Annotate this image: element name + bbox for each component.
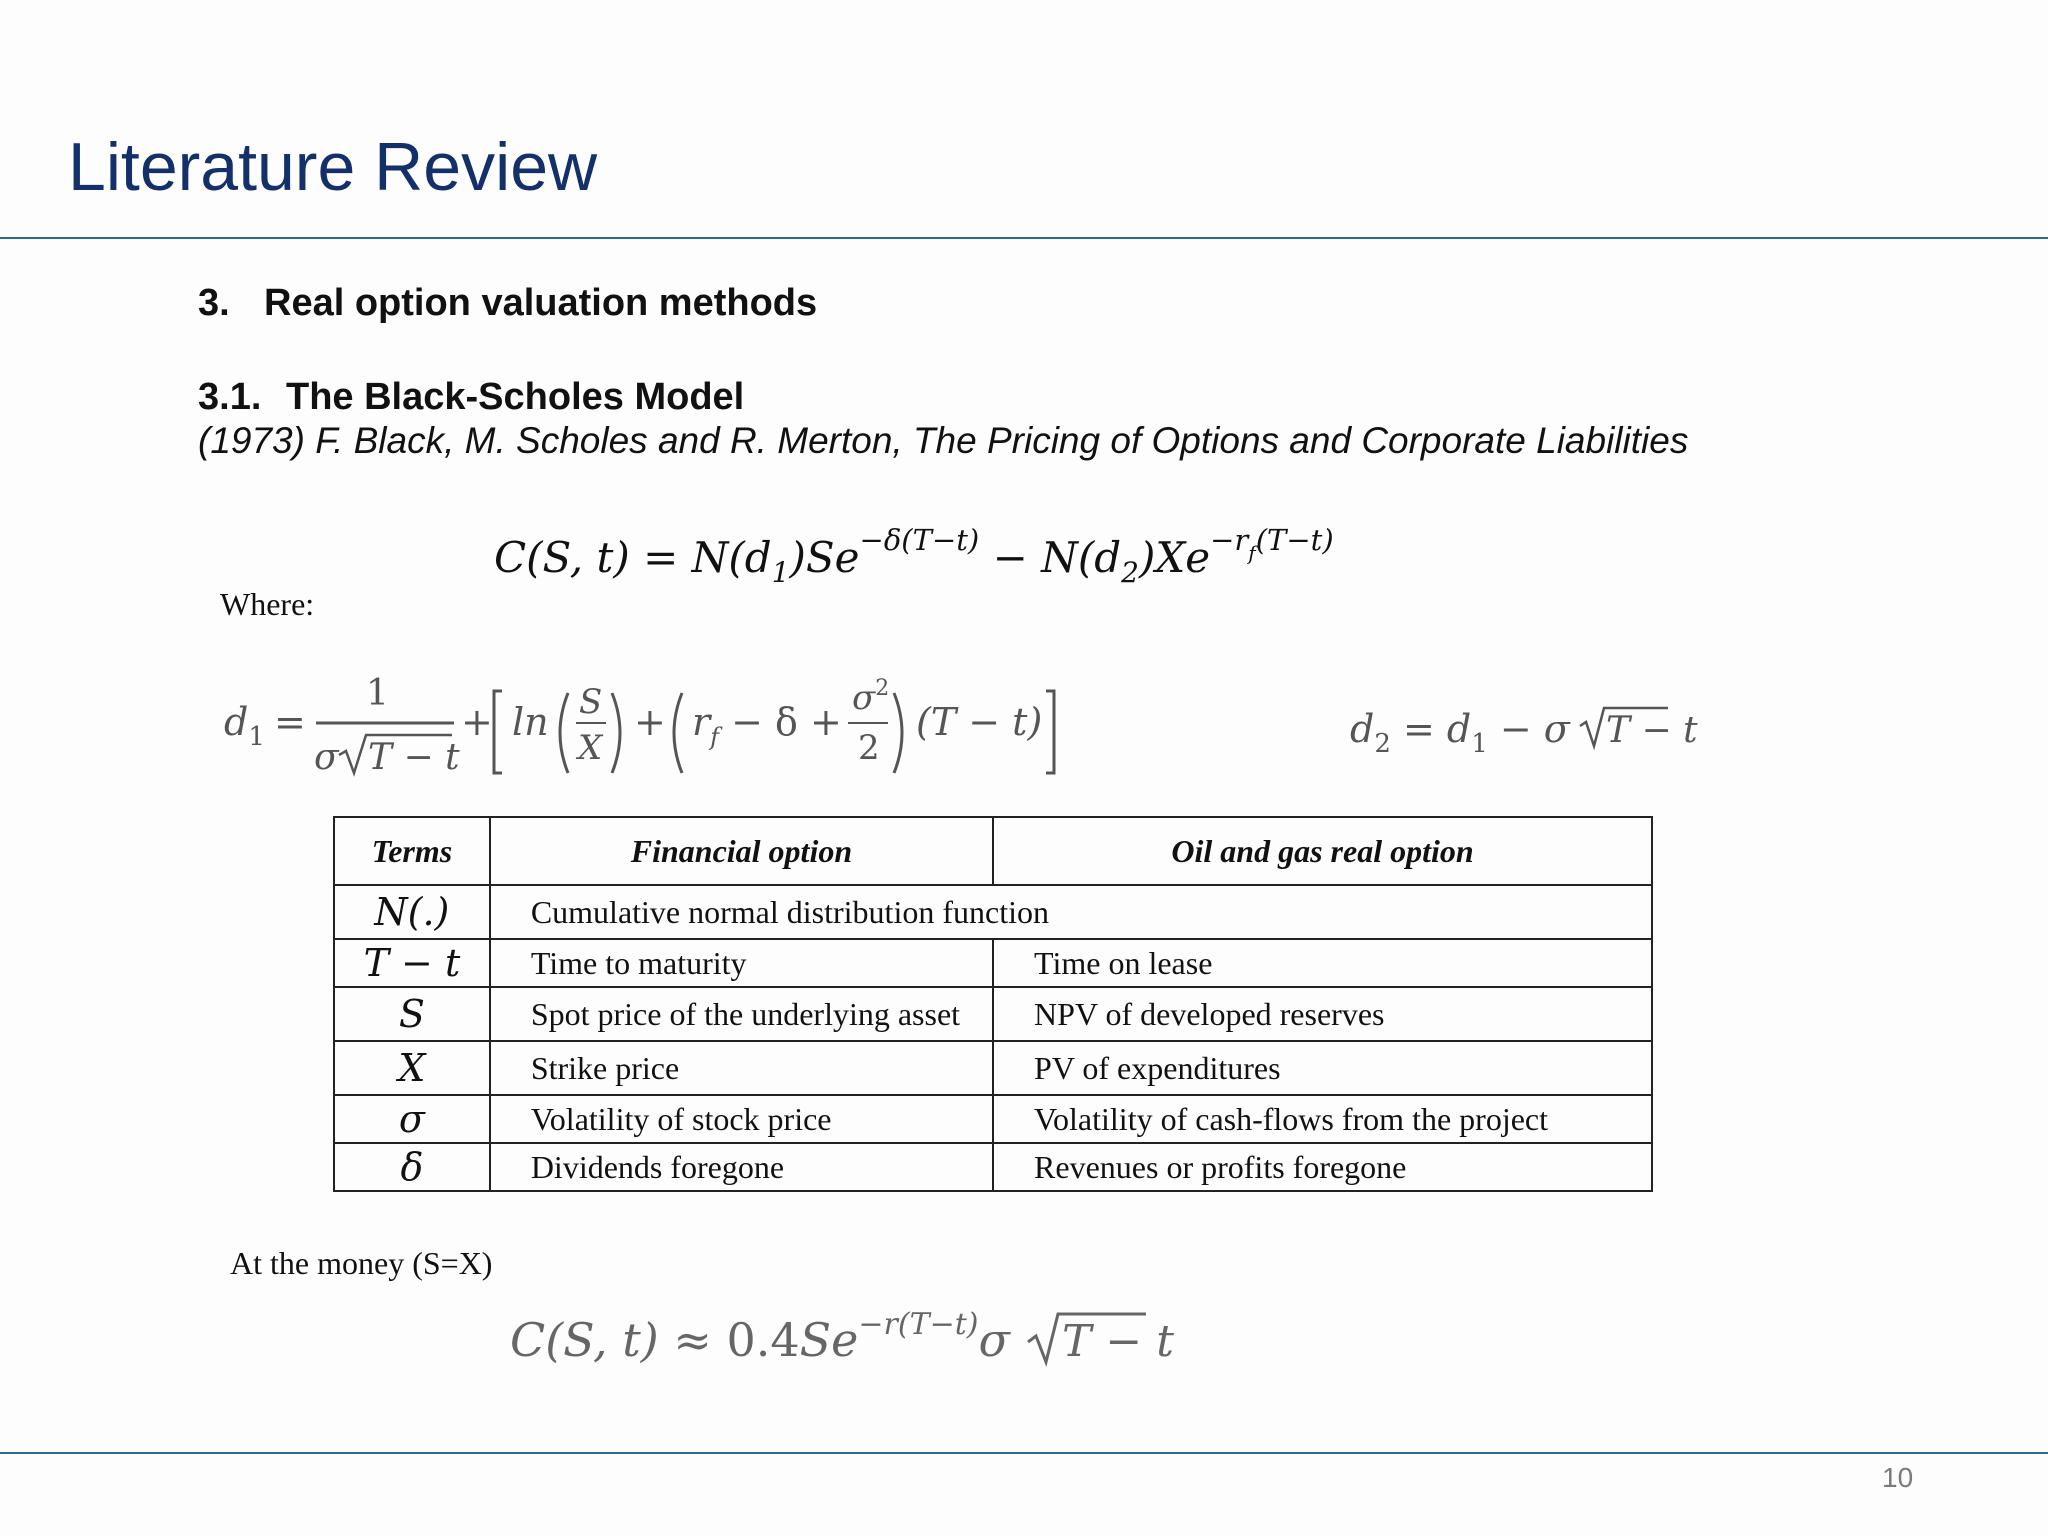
svg-text:2: 2 xyxy=(858,728,880,768)
subsection-number: 3.1. xyxy=(198,376,262,418)
svg-text:=: = xyxy=(274,700,306,744)
term-cell: S xyxy=(334,987,490,1041)
financial-cell: Volatility of stock price xyxy=(490,1095,993,1143)
financial-cell: Spot price of the underlying asset xyxy=(490,987,993,1041)
svg-text:+: + xyxy=(634,700,666,744)
financial-cell: Strike price xyxy=(490,1041,993,1095)
svg-text:C(S, t) ≈ 0.4Se−r(T−t)σ: C(S, $t) \approx 0.4Se^{-r(T-t)}\sigma$ xyxy=(510,1307,1010,1367)
svg-text:T − t: T − t xyxy=(1606,710,1698,751)
financial-cell: Time to maturity xyxy=(490,939,993,987)
where-label: Where: xyxy=(220,586,315,622)
header-financial-option: Financial option xyxy=(490,817,993,885)
oil-gas-cell: Volatility of cash-flows from the project xyxy=(993,1095,1652,1143)
svg-text:T − t: T − t xyxy=(1062,1316,1174,1367)
table-row xyxy=(334,987,1652,1041)
svg-text:S: S xyxy=(579,682,603,722)
table-row xyxy=(334,1143,1652,1191)
svg-text:ln: ln xyxy=(512,700,549,744)
table-row xyxy=(334,1041,1652,1095)
table-row xyxy=(334,939,1652,987)
svg-text:σ: σ xyxy=(314,737,339,778)
section-number: 3. xyxy=(198,282,230,324)
slide-title: Literature Review xyxy=(68,129,598,205)
financial-cell: Dividends foregone xyxy=(490,1143,993,1191)
term-cell: X xyxy=(334,1041,490,1095)
svg-text:rf − δ +: $r_f - \delta$ + xyxy=(692,700,842,751)
term-cell: σ xyxy=(334,1095,490,1143)
term-cell: δ xyxy=(334,1143,490,1191)
svg-text:σ2: $\sigma^2$ xyxy=(852,676,890,718)
oil-gas-cell: PV of expenditures xyxy=(993,1041,1652,1095)
svg-text:(T − t): (T − t) xyxy=(916,700,1043,744)
oil-gas-cell: NPV of developed reserves xyxy=(993,987,1652,1041)
financial-cell: Cumulative normal distribution function xyxy=(490,885,1652,939)
footer-divider xyxy=(0,1452,2048,1454)
call-price-formula xyxy=(490,520,1370,600)
svg-text:X: X xyxy=(578,728,603,768)
table-row xyxy=(334,1095,1652,1143)
oil-gas-cell: Time on lease xyxy=(993,939,1652,987)
terms-table xyxy=(333,816,1653,1192)
svg-text:d1: $d_1$ xyxy=(224,700,265,752)
svg-text:C(S, t) = N(d1)Se−δ(T−t) − N(d: C(S, $t) = N(d_1)Se^{-\delta(T-t)} - N(d_2)Xe^{-r}_f^{(T-t)}$ xyxy=(494,523,1334,589)
svg-text:1: 1 xyxy=(366,673,389,714)
subsection-title: The Black-Scholes Model xyxy=(286,376,745,418)
at-the-money-formula xyxy=(506,1300,1174,1380)
subsection-heading xyxy=(198,376,744,419)
oil-gas-cell: Revenues or profits foregone xyxy=(993,1143,1652,1191)
svg-text:d2 = d1 − σ: $d_2 = d_1 - \sigma$ xyxy=(1350,707,1570,759)
citation: (1973) F. Black, M. Scholes and R. Merton, The Pricing of Options and Corporate Liabilities xyxy=(198,420,1689,461)
term-cell: T − t xyxy=(334,939,490,987)
header-oil-gas-option: Oil and gas real option xyxy=(993,817,1652,885)
title-divider xyxy=(0,237,2048,239)
table-row xyxy=(334,885,1652,939)
table-header-row xyxy=(334,817,1652,885)
svg-text:+: + xyxy=(461,700,493,744)
svg-text:T − t: T − t xyxy=(368,737,460,778)
section-heading xyxy=(198,282,817,325)
page-number: 10 xyxy=(1882,1462,1914,1493)
at-the-money-label: At the money (S=X) xyxy=(230,1245,493,1281)
d1-formula xyxy=(216,655,1096,795)
header-terms: Terms xyxy=(334,817,490,885)
section-title: Real option valuation methods xyxy=(264,282,818,324)
term-cell: N(.) xyxy=(334,885,490,939)
d2-formula xyxy=(1348,696,1698,766)
